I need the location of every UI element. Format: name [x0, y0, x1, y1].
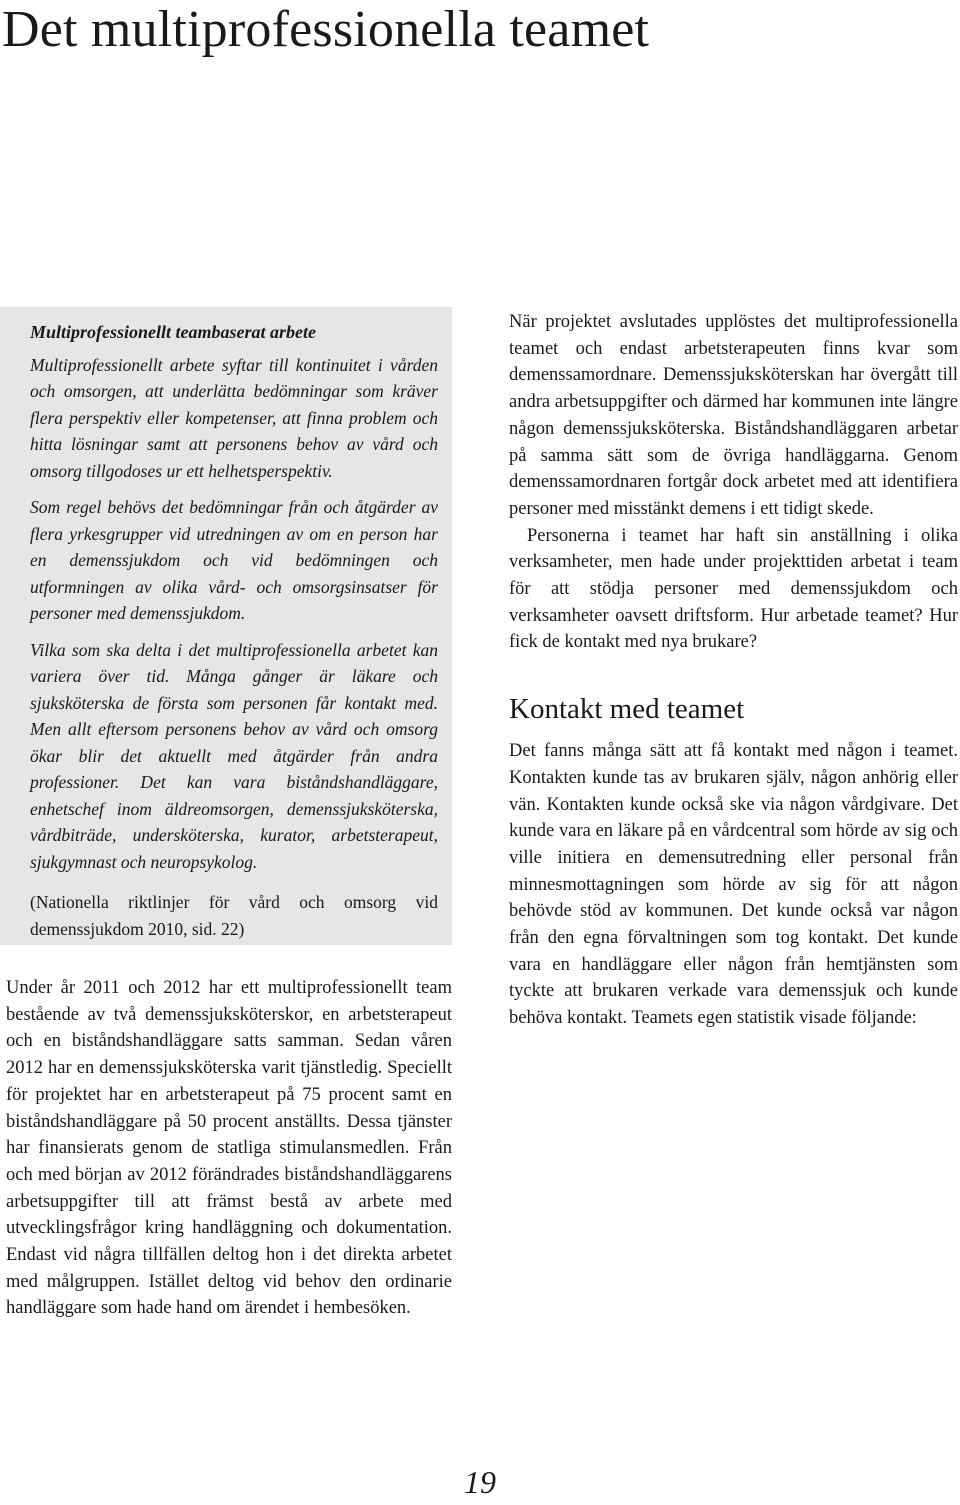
- fact-box-source: (Nationella riktlinjer för vård och omsorg vid demenssjukdom 2010, sid. 22): [30, 892, 438, 939]
- fact-box-paragraph: Multiprofessionellt arbete syftar till kontinuitet i vården och omsorgen, att underlätta bedömningar som kräver flera perspektiv eller kompetenser, att finna problem och hitta lösningar samt att personens behov av vård och omsorg tillgodoses ur ett helhetsperspektiv.: [30, 354, 438, 481]
- fact-box-heading: Multiprofessionellt teambaserat arbete: [30, 322, 316, 342]
- left-column-body: [6, 975, 452, 1322]
- right-column: [509, 309, 958, 1032]
- body-paragraph: Personerna i teamet har haft sin anställning i olika verksamheter, men hade under projekttiden arbetat i team för att stödja personer med demenssjukdom och verksamheter oavsett driftsform. Hur arbetade teamet? Hur fick de kontakt med nya brukare?: [509, 525, 958, 653]
- body-paragraph: När projektet avslutades upplöstes det multiprofessionella teamet och endast arbetsterapeuten finns kvar som demenssamordnare. Demenssjuksköterskan har övergått till andra arbetsuppgifter och därmed har kommunen inte längre någon demenssjuksköterska. Biståndshandläggaren arbetar på samma sätt som de övriga handläggarna. Genom demenssamordnaren fortgår dock arbetet med att identifiera personer med misstänkt demens i ett tidigt skede.: [509, 312, 958, 519]
- fact-box: [0, 307, 452, 945]
- page-number: 19: [464, 1464, 496, 1500]
- fact-box-paragraph: Som regel behövs det bedömningar från och åtgärder av flera yrkesgrupper vid utredningen av om en person har en demenssjukdom och vid bedömningen och utformningen av olika vård- och omsorgsinsatser för personer med demenssjukdom.: [30, 497, 438, 623]
- body-paragraph: Under år 2011 och 2012 har ett multiprofessionellt team bestående av två demenssjuksköterskor, en arbetsterapeut och en biståndshandläggare satts samman. Sedan våren 2012 har en demenssjuksköterska varit tjänstledig. Speciellt för projektet har en arbetsterapeut på 75 procent samt en biståndshandläggare på 50 procent anställts. Dessa tjänster har finansierats genom de statliga stimulansmedlen. Från och med början av 2012 förändrades biståndshandläggarens arbetsuppgifter till att främst bestå av arbete med utvecklingsfrågor kring handläggning och dokumentation. Endast vid några tillfällen deltog hon i det direkta arbetet med målgruppen. Istället deltog vid behov den ordinarie handläggare som hade hand om ärendet i hembesöken.: [6, 978, 452, 1319]
- page-title: Det multiprofessionella teamet: [2, 1, 650, 58]
- body-paragraph: Det fanns många sätt att få kontakt med någon i teamet. Kontakten kunde tas av brukaren själv, någon anhörig eller vän. Kontakten kunde också ske via någon vårdgivare. Det kunde vara en läkare på en vårdcentral som hörde av sig och ville initiera en demensutredning eller personal från minnesmottagningen som hörde av sig för att någon behövde stöd av kommunen. Det kunde också var någon från den egna förvaltningen som tog kontakt. Det kunde vara en handläggare eller någon från hemtjänsten som tyckte att brukaren verkade vara demenssjuk och kunde behöva kontakt. Teamets egen statistik visade följande:: [509, 741, 958, 1029]
- section-heading: Kontakt med teamet: [509, 693, 745, 726]
- fact-box-paragraph: Vilka som ska delta i det multiprofessionella arbetet kan variera över tid. Många gånger är läkare och sjuksköterska de första som personen får kontakt med. Men allt eftersom personens behov av vård och omsorg ökar blir det aktuellt med åtgärder från andra professioner. Det kan vara biståndshandläggare, enhetschef inom äldreomsorgen, demenssjuksköterska, vårdbiträde, undersköterska, kurator, arbetsterapeut, sjukgymnast och neuropsykolog.: [30, 639, 438, 872]
